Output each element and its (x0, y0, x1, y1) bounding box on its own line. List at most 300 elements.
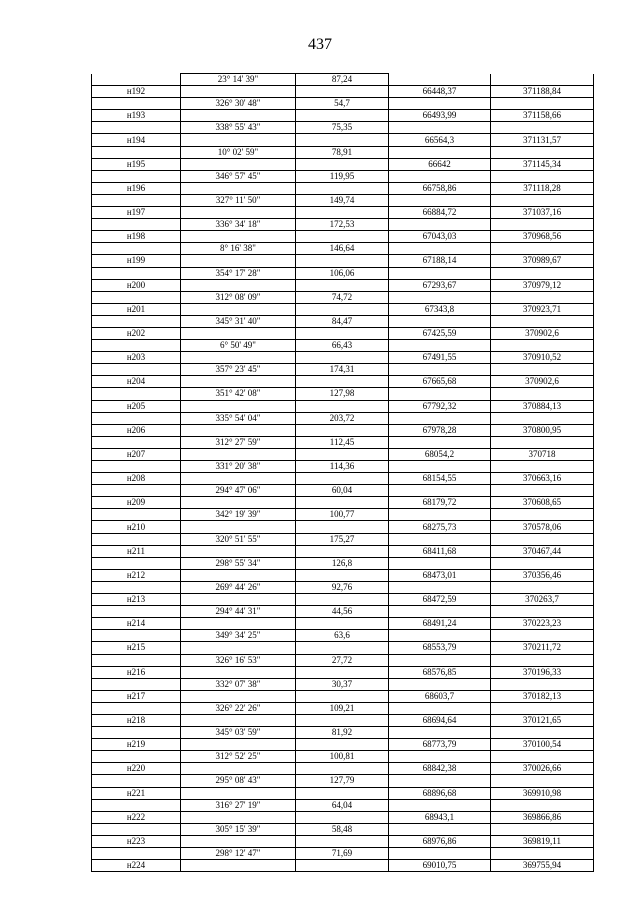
segment-length-cell (296, 255, 389, 267)
table-row-point (92, 352, 594, 364)
point-name-cell: н212 (92, 569, 181, 581)
segment-length-cell (296, 231, 389, 243)
table-row-segment (92, 412, 594, 424)
direction-angle-cell: 6° 50' 49" (181, 340, 296, 352)
x-coordinate-cell: 67978,28 (389, 424, 491, 436)
direction-angle-cell (181, 231, 296, 243)
direction-angle-cell: 269° 44' 26" (181, 581, 296, 593)
direction-angle-cell: 346° 57' 45" (181, 170, 296, 182)
direction-angle-cell (181, 763, 296, 775)
x-coordinate-cell: 67792,32 (389, 400, 491, 412)
direction-angle-cell: 335° 54' 04" (181, 412, 296, 424)
point-name-cell (92, 654, 181, 666)
point-name-cell: н205 (92, 400, 181, 412)
y-coordinate-cell: 370026,66 (491, 763, 594, 775)
table-row-point (92, 279, 594, 291)
y-coordinate-cell (491, 74, 594, 86)
table-row-point (92, 134, 594, 146)
table-row-point (92, 739, 594, 751)
table-row-point (92, 182, 594, 194)
segment-length-cell: 78,91 (296, 146, 389, 158)
table-row-point (92, 255, 594, 267)
direction-angle-cell (181, 255, 296, 267)
segment-length-cell: 100,77 (296, 509, 389, 521)
segment-length-cell: 66,43 (296, 340, 389, 352)
table-row-segment (92, 509, 594, 521)
y-coordinate-cell (491, 219, 594, 231)
y-coordinate-cell: 369910,98 (491, 787, 594, 799)
point-name-cell (92, 533, 181, 545)
y-coordinate-cell (491, 727, 594, 739)
page-number: 437 (308, 36, 332, 53)
y-coordinate-cell: 370263,7 (491, 594, 594, 606)
point-name-cell (92, 243, 181, 255)
point-name-cell: н197 (92, 207, 181, 219)
x-coordinate-cell (389, 461, 491, 473)
direction-angle-cell: 349° 34' 25" (181, 630, 296, 642)
direction-angle-cell (181, 811, 296, 823)
point-name-cell (92, 485, 181, 497)
point-name-cell (92, 219, 181, 231)
point-name-cell (92, 775, 181, 787)
table-row-segment (92, 74, 594, 86)
direction-angle-cell: 357° 23' 45" (181, 364, 296, 376)
table-row-segment (92, 219, 594, 231)
direction-angle-cell: 8° 16' 38" (181, 243, 296, 255)
y-coordinate-cell: 370356,46 (491, 569, 594, 581)
segment-length-cell: 54,7 (296, 98, 389, 110)
direction-angle-cell: 312° 27' 59" (181, 436, 296, 448)
y-coordinate-cell (491, 509, 594, 521)
x-coordinate-cell: 66564,3 (389, 134, 491, 146)
direction-angle-cell (181, 666, 296, 678)
y-coordinate-cell (491, 557, 594, 569)
x-coordinate-cell: 66884,72 (389, 207, 491, 219)
x-coordinate-cell (389, 194, 491, 206)
direction-angle-cell (181, 739, 296, 751)
y-coordinate-cell: 370979,12 (491, 279, 594, 291)
y-coordinate-cell (491, 581, 594, 593)
table-row-point (92, 569, 594, 581)
x-coordinate-cell (389, 751, 491, 763)
y-coordinate-cell: 370800,95 (491, 424, 594, 436)
point-name-cell: н211 (92, 545, 181, 557)
x-coordinate-cell (389, 219, 491, 231)
table-row-point (92, 642, 594, 654)
segment-length-cell (296, 497, 389, 509)
direction-angle-cell (181, 545, 296, 557)
y-coordinate-cell: 370467,44 (491, 545, 594, 557)
table-row-point (92, 327, 594, 339)
x-coordinate-cell (389, 170, 491, 182)
x-coordinate-cell (389, 340, 491, 352)
direction-angle-cell: 312° 52' 25" (181, 751, 296, 763)
segment-length-cell (296, 158, 389, 170)
segment-length-cell (296, 182, 389, 194)
table-row-point (92, 690, 594, 702)
y-coordinate-cell (491, 702, 594, 714)
y-coordinate-cell: 370182,13 (491, 690, 594, 702)
point-name-cell: н207 (92, 448, 181, 460)
direction-angle-cell (181, 521, 296, 533)
x-coordinate-cell (389, 485, 491, 497)
table-row-point (92, 521, 594, 533)
x-coordinate-cell: 69010,75 (389, 860, 491, 872)
segment-length-cell (296, 110, 389, 122)
coordinates-table-body (92, 74, 594, 872)
direction-angle-cell: 326° 22' 26" (181, 702, 296, 714)
direction-angle-cell (181, 182, 296, 194)
direction-angle-cell (181, 448, 296, 460)
y-coordinate-cell (491, 194, 594, 206)
direction-angle-cell: 298° 55' 34" (181, 557, 296, 569)
y-coordinate-cell (491, 823, 594, 835)
point-name-cell: н193 (92, 110, 181, 122)
table-row-point (92, 497, 594, 509)
segment-length-cell: 106,06 (296, 267, 389, 279)
segment-length-cell (296, 279, 389, 291)
table-row-segment (92, 557, 594, 569)
x-coordinate-cell: 67343,8 (389, 303, 491, 315)
x-coordinate-cell: 68773,79 (389, 739, 491, 751)
point-name-cell: н195 (92, 158, 181, 170)
segment-length-cell (296, 424, 389, 436)
point-name-cell (92, 727, 181, 739)
segment-length-cell (296, 327, 389, 339)
direction-angle-cell (181, 569, 296, 581)
segment-length-cell (296, 352, 389, 364)
point-name-cell: н198 (92, 231, 181, 243)
table-row-segment (92, 340, 594, 352)
x-coordinate-cell: 67043,03 (389, 231, 491, 243)
direction-angle-cell: 320° 51' 55" (181, 533, 296, 545)
y-coordinate-cell (491, 291, 594, 303)
point-name-cell: н200 (92, 279, 181, 291)
x-coordinate-cell (389, 388, 491, 400)
table-row-segment (92, 630, 594, 642)
x-coordinate-cell (389, 267, 491, 279)
x-coordinate-cell (389, 364, 491, 376)
y-coordinate-cell: 369866,86 (491, 811, 594, 823)
segment-length-cell (296, 835, 389, 847)
table-row-point (92, 860, 594, 872)
segment-length-cell: 114,36 (296, 461, 389, 473)
point-name-cell (92, 267, 181, 279)
segment-length-cell: 119,95 (296, 170, 389, 182)
direction-angle-cell: 305° 15' 39" (181, 823, 296, 835)
point-name-cell: н223 (92, 835, 181, 847)
x-coordinate-cell: 66448,37 (389, 86, 491, 98)
table-row-segment (92, 388, 594, 400)
x-coordinate-cell (389, 412, 491, 424)
y-coordinate-cell: 370608,65 (491, 497, 594, 509)
point-name-cell: н217 (92, 690, 181, 702)
point-name-cell: н194 (92, 134, 181, 146)
x-coordinate-cell (389, 630, 491, 642)
table-row-point (92, 545, 594, 557)
y-coordinate-cell (491, 630, 594, 642)
x-coordinate-cell (389, 557, 491, 569)
segment-length-cell (296, 763, 389, 775)
segment-length-cell: 109,21 (296, 702, 389, 714)
x-coordinate-cell: 66642 (389, 158, 491, 170)
x-coordinate-cell: 66493,99 (389, 110, 491, 122)
y-coordinate-cell: 370663,16 (491, 473, 594, 485)
direction-angle-cell: 326° 30' 48" (181, 98, 296, 110)
y-coordinate-cell (491, 678, 594, 690)
y-coordinate-cell: 370121,65 (491, 714, 594, 726)
direction-angle-cell: 345° 03' 59" (181, 727, 296, 739)
table-row-point (92, 207, 594, 219)
segment-length-cell: 100,81 (296, 751, 389, 763)
point-name-cell (92, 412, 181, 424)
table-row-segment (92, 751, 594, 763)
direction-angle-cell (181, 497, 296, 509)
x-coordinate-cell: 68411,68 (389, 545, 491, 557)
x-coordinate-cell: 67188,14 (389, 255, 491, 267)
y-coordinate-cell (491, 340, 594, 352)
direction-angle-cell (181, 158, 296, 170)
point-name-cell (92, 606, 181, 618)
point-name-cell: н224 (92, 860, 181, 872)
x-coordinate-cell (389, 315, 491, 327)
x-coordinate-cell (389, 606, 491, 618)
point-name-cell: н202 (92, 327, 181, 339)
table-row-segment (92, 654, 594, 666)
segment-length-cell (296, 594, 389, 606)
table-row-point (92, 763, 594, 775)
table-row-point (92, 376, 594, 388)
direction-angle-cell (181, 618, 296, 630)
segment-length-cell: 112,45 (296, 436, 389, 448)
x-coordinate-cell (389, 823, 491, 835)
x-coordinate-cell: 68275,73 (389, 521, 491, 533)
y-coordinate-cell: 370902,6 (491, 327, 594, 339)
point-name-cell (92, 823, 181, 835)
y-coordinate-cell (491, 751, 594, 763)
point-name-cell: н219 (92, 739, 181, 751)
y-coordinate-cell: 369755,94 (491, 860, 594, 872)
y-coordinate-cell: 370884,13 (491, 400, 594, 412)
x-coordinate-cell (389, 74, 491, 86)
direction-angle-cell (181, 110, 296, 122)
segment-length-cell: 84,47 (296, 315, 389, 327)
segment-length-cell (296, 86, 389, 98)
x-coordinate-cell: 68976,86 (389, 835, 491, 847)
table-row-point (92, 400, 594, 412)
direction-angle-cell: 294° 47' 06" (181, 485, 296, 497)
y-coordinate-cell (491, 315, 594, 327)
y-coordinate-cell (491, 533, 594, 545)
segment-length-cell (296, 666, 389, 678)
segment-length-cell: 81,92 (296, 727, 389, 739)
point-name-cell (92, 170, 181, 182)
direction-angle-cell: 316° 27' 19" (181, 799, 296, 811)
direction-angle-cell: 327° 11' 50" (181, 194, 296, 206)
x-coordinate-cell: 67665,68 (389, 376, 491, 388)
y-coordinate-cell (491, 243, 594, 255)
y-coordinate-cell (491, 848, 594, 860)
segment-length-cell: 127,98 (296, 388, 389, 400)
y-coordinate-cell (491, 436, 594, 448)
table-row-segment (92, 243, 594, 255)
table-row-segment (92, 848, 594, 860)
point-name-cell: н209 (92, 497, 181, 509)
x-coordinate-cell (389, 98, 491, 110)
segment-length-cell (296, 714, 389, 726)
direction-angle-cell: 23° 14' 39" (181, 74, 296, 86)
segment-length-cell (296, 787, 389, 799)
table-row-point (92, 424, 594, 436)
direction-angle-cell: 331° 20' 38" (181, 461, 296, 473)
table-row-point (92, 231, 594, 243)
point-name-cell: н215 (92, 642, 181, 654)
segment-length-cell: 127,79 (296, 775, 389, 787)
segment-length-cell: 58,48 (296, 823, 389, 835)
point-name-cell: н206 (92, 424, 181, 436)
y-coordinate-cell (491, 98, 594, 110)
direction-angle-cell (181, 714, 296, 726)
segment-length-cell: 126,8 (296, 557, 389, 569)
point-name-cell (92, 291, 181, 303)
y-coordinate-cell: 370718 (491, 448, 594, 460)
table-row-point (92, 448, 594, 460)
y-coordinate-cell (491, 606, 594, 618)
point-name-cell: н199 (92, 255, 181, 267)
y-coordinate-cell: 371118,28 (491, 182, 594, 194)
y-coordinate-cell (491, 170, 594, 182)
segment-length-cell: 75,35 (296, 122, 389, 134)
point-name-cell (92, 751, 181, 763)
y-coordinate-cell: 370989,67 (491, 255, 594, 267)
segment-length-cell (296, 618, 389, 630)
direction-angle-cell (181, 690, 296, 702)
y-coordinate-cell: 370910,52 (491, 352, 594, 364)
point-name-cell: н192 (92, 86, 181, 98)
direction-angle-cell (181, 134, 296, 146)
direction-angle-cell (181, 303, 296, 315)
table-row-segment (92, 122, 594, 134)
segment-length-cell (296, 642, 389, 654)
y-coordinate-cell (491, 388, 594, 400)
point-name-cell: н204 (92, 376, 181, 388)
x-coordinate-cell: 68179,72 (389, 497, 491, 509)
segment-length-cell (296, 134, 389, 146)
x-coordinate-cell: 68473,01 (389, 569, 491, 581)
x-coordinate-cell: 67425,59 (389, 327, 491, 339)
point-name-cell: н196 (92, 182, 181, 194)
x-coordinate-cell: 68576,85 (389, 666, 491, 678)
table-row-point (92, 86, 594, 98)
direction-angle-cell (181, 860, 296, 872)
segment-length-cell: 174,31 (296, 364, 389, 376)
table-row-point (92, 666, 594, 678)
direction-angle-cell (181, 787, 296, 799)
y-coordinate-cell: 371037,16 (491, 207, 594, 219)
direction-angle-cell: 345° 31' 40" (181, 315, 296, 327)
point-name-cell (92, 315, 181, 327)
point-name-cell (92, 581, 181, 593)
segment-length-cell (296, 521, 389, 533)
direction-angle-cell: 338° 55' 43" (181, 122, 296, 134)
direction-angle-cell: 298° 12' 47" (181, 848, 296, 860)
point-name-cell: н203 (92, 352, 181, 364)
segment-length-cell: 149,74 (296, 194, 389, 206)
segment-length-cell (296, 545, 389, 557)
direction-angle-cell (181, 376, 296, 388)
segment-length-cell: 71,69 (296, 848, 389, 860)
table-row-point (92, 787, 594, 799)
x-coordinate-cell: 68694,64 (389, 714, 491, 726)
direction-angle-cell: 336° 34' 18" (181, 219, 296, 231)
x-coordinate-cell (389, 146, 491, 158)
segment-length-cell (296, 860, 389, 872)
point-name-cell (92, 122, 181, 134)
table-row-point (92, 714, 594, 726)
direction-angle-cell (181, 279, 296, 291)
x-coordinate-cell (389, 775, 491, 787)
y-coordinate-cell: 369819,11 (491, 835, 594, 847)
table-row-point (92, 158, 594, 170)
point-name-cell (92, 557, 181, 569)
table-row-point (92, 835, 594, 847)
table-row-segment (92, 170, 594, 182)
point-name-cell: н201 (92, 303, 181, 315)
direction-angle-cell (181, 352, 296, 364)
x-coordinate-cell: 68054,2 (389, 448, 491, 460)
point-name-cell (92, 702, 181, 714)
table-row-segment (92, 727, 594, 739)
coordinates-table (91, 73, 594, 872)
segment-length-cell: 92,76 (296, 581, 389, 593)
segment-length-cell (296, 690, 389, 702)
direction-angle-cell (181, 642, 296, 654)
x-coordinate-cell: 67293,67 (389, 279, 491, 291)
table-row-segment (92, 823, 594, 835)
y-coordinate-cell: 371158,66 (491, 110, 594, 122)
x-coordinate-cell (389, 533, 491, 545)
y-coordinate-cell (491, 412, 594, 424)
y-coordinate-cell: 370211,72 (491, 642, 594, 654)
direction-angle-cell: 332° 07' 38" (181, 678, 296, 690)
x-coordinate-cell: 68603,7 (389, 690, 491, 702)
segment-length-cell: 146,64 (296, 243, 389, 255)
segment-length-cell (296, 400, 389, 412)
table-row-segment (92, 461, 594, 473)
table-row-point (92, 110, 594, 122)
y-coordinate-cell (491, 461, 594, 473)
x-coordinate-cell: 68491,24 (389, 618, 491, 630)
segment-length-cell: 203,72 (296, 412, 389, 424)
direction-angle-cell (181, 327, 296, 339)
point-name-cell (92, 194, 181, 206)
y-coordinate-cell (491, 799, 594, 811)
point-name-cell: н218 (92, 714, 181, 726)
y-coordinate-cell: 371188,84 (491, 86, 594, 98)
table-row-segment (92, 146, 594, 158)
table-row-segment (92, 775, 594, 787)
point-name-cell: н213 (92, 594, 181, 606)
point-name-cell (92, 98, 181, 110)
point-name-cell: н216 (92, 666, 181, 678)
y-coordinate-cell: 370196,33 (491, 666, 594, 678)
segment-length-cell: 60,04 (296, 485, 389, 497)
point-name-cell (92, 848, 181, 860)
x-coordinate-cell (389, 436, 491, 448)
x-coordinate-cell (389, 509, 491, 521)
y-coordinate-cell (491, 122, 594, 134)
direction-angle-cell: 326° 16' 53" (181, 654, 296, 666)
